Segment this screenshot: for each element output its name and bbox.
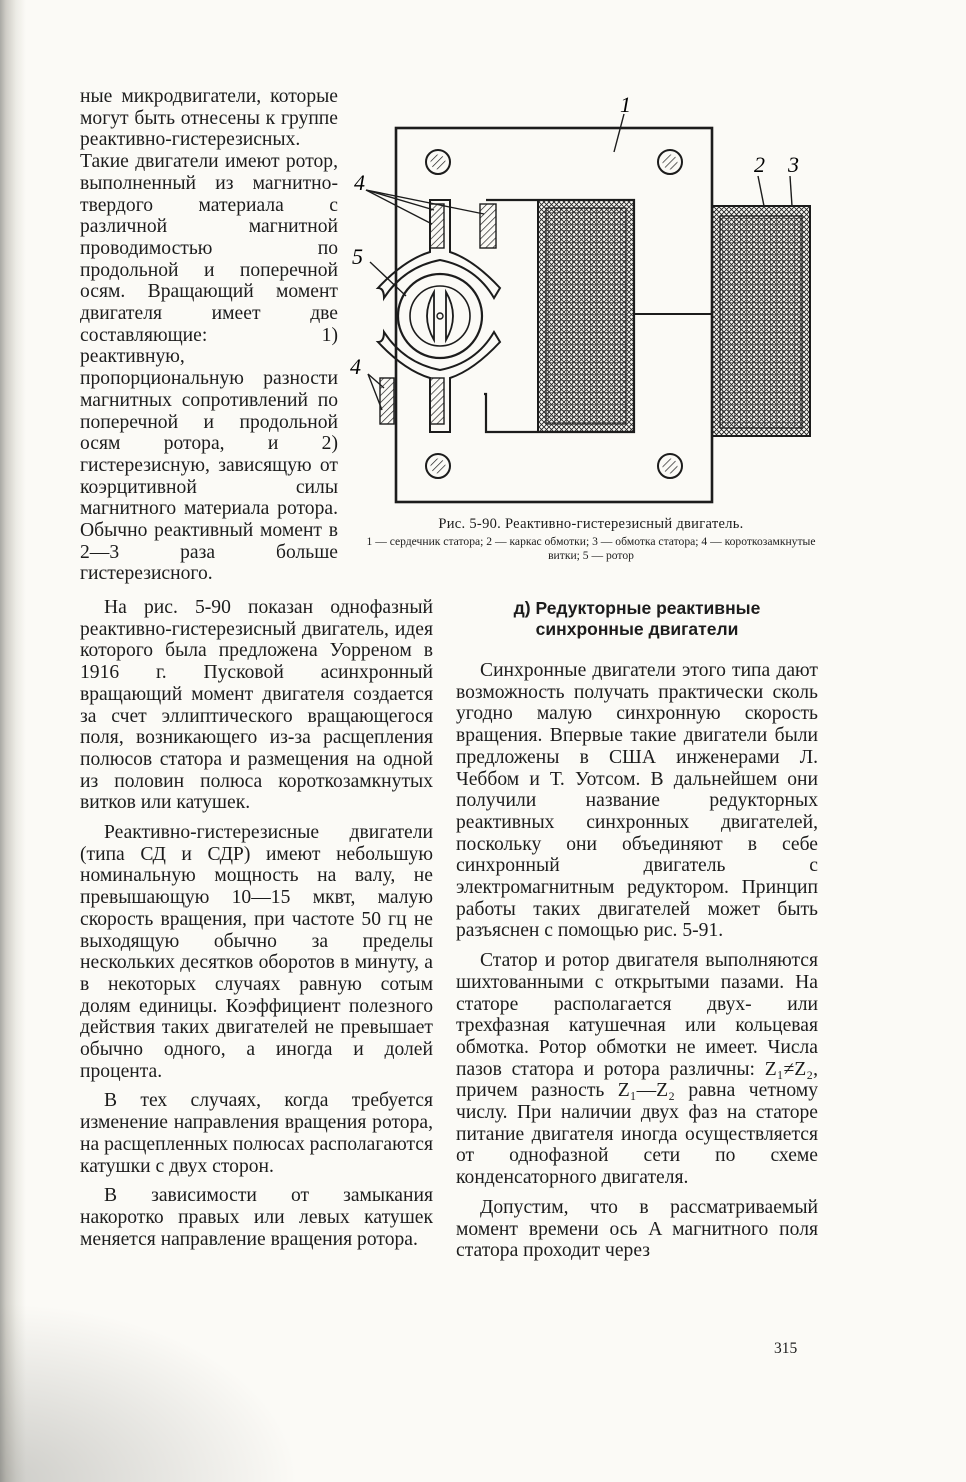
motor-diagram [344, 92, 824, 512]
paragraph-shorting: В зависимости от замыкания накоротко правых или левых катушек меняется направление вращения ротора. [80, 1185, 433, 1250]
shading-coil [380, 378, 394, 424]
label-stator-winding: 3 [788, 152, 799, 177]
figure-5-90 [344, 92, 824, 512]
left-column-bottom [80, 597, 433, 1250]
shading-coil [480, 204, 496, 248]
label-shading-coils-top: 4 [354, 170, 365, 195]
label-stator-core: 1 [620, 92, 631, 117]
shading-coil [430, 204, 444, 248]
shading-coil [430, 378, 444, 424]
section-heading-line2: синхронные двигатели [535, 619, 739, 639]
paragraph-direction-change: В тех случаях, когда требуется изменение направления вращения ротора, на расщепленных полюсах располагаются катушки с двух сторон. [80, 1090, 433, 1177]
left-column-top [80, 86, 338, 585]
figure-caption-title: Рис. 5-90. Реактивно-гистерезисный двигатель. [438, 516, 744, 532]
paragraph-stator-rotor: Статор и ротор двигателя выполняются шихтованными с открытыми пазами. На статоре располагается двух- или трехфазная катушечная или кольцевая обмотка. Ротор обмотки не имеет. Числа пазов статора и ротора различны: Z₁≠Z₂, причем разность Z₁—Z₂ равна четному числу. При наличии двух фаз на статоре питание двигателя иногда осуществляется от однофазной сети по схеме конденсаторного двигателя. [456, 950, 818, 1189]
label-winding-frame: 2 [754, 152, 765, 177]
section-heading [456, 598, 818, 640]
rotor [398, 274, 482, 358]
section-heading-line1: д) Редукторные реактивные [513, 598, 761, 618]
paragraph-hysteresis-intro: ные микродвигатели, которые могут быть отнесены к группе реактивно-гистерезисных. Такие двигатели имеют ротор, выполненный из магнитно-твердого материала с различной магнитной проводимостью по продольной и поперечной осям. Вращающий момент двигателя имеет две составляющие: 1) реактивную, пропорциональную разности магнитных сопротивлений по поперечной и продольной осям ротора, и 2) гистерезисную, зависящую от коэрцитивной силы магнитного материала ротора. Обычно реактивный момент в 2—3 раза больше гистерезисного. [80, 86, 338, 585]
page-number: 315 [774, 1340, 798, 1357]
label-shading-coils-bottom: 4 [350, 354, 361, 379]
paragraph-sd-motors: Реактивно-гистерезисные двигатели (типа СД и СДР) имеют небольшую номинальную мощность на валу, не превышающую 10—15 мквт, малую скорость вращения, при частоте 50 гц не выходящую обычно за пределы нескольких десятков оборотов в минуту, а в некоторых случаях равную сотым долям единицы. Коэффициент полезного действия таких двигателей не превышает обычно одного, а иногда и долей процента. [80, 822, 433, 1082]
figure-caption [356, 516, 826, 563]
figure-caption-legend: 1 — сердечник статора; 2 — каркас обмотки; 3 — обмотка статора; 4 — короткозамкнутые витки; 5 — ротор [366, 535, 816, 562]
right-column [456, 660, 818, 1262]
label-rotor: 5 [352, 244, 363, 269]
scan-shadow-edge [0, 0, 26, 1482]
paragraph-warren-motor: На рис. 5-90 показан однофазный реактивно-гистерезисный двигатель, идея которого была предложена Уорреном в 1916 г. Пусковой асинхронный вращающий момент двигателя создается за счет эллиптического вращающегося поля, возникающего из-за расщепления полюсов статора и размещения на одной из половин полюса короткозамкнутых витков или катушек. [80, 597, 433, 814]
paragraph-assume: Допустим, что в рассматриваемый момент времени ось A магнитного поля статора проходит через [456, 1196, 818, 1262]
scan-shadow-corner [0, 1302, 300, 1482]
paragraph-reducer-motors: Синхронные двигатели этого типа дают возможность получать практически сколь угодно малую синхронную скорость вращения. Впервые такие двигатели были предложены в США инженерами Л. Чеббом и Т. Уотсом. В дальнейшем они получили название редукторных реактивных синхронных двигателей, поскольку они объединяют в себе синхронный двигатель с электромагнитным редуктором. Принцип работы таких двигателей может быть разъяснен с помощью рис. 5-91. [456, 660, 818, 942]
